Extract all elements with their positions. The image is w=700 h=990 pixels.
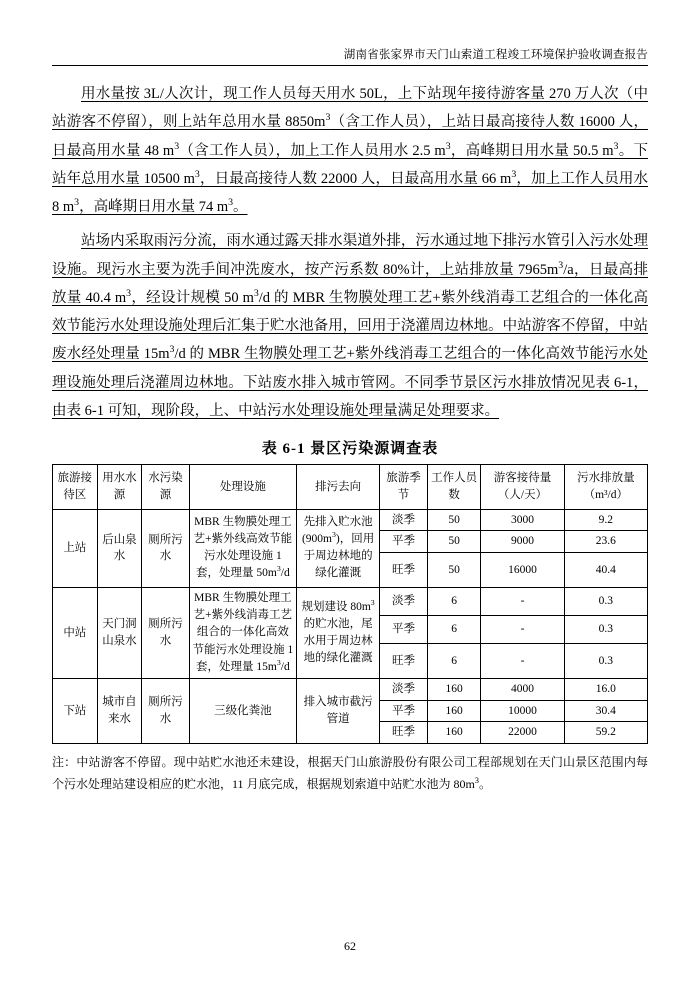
cell-water-source: 城市自来水 (97, 679, 142, 744)
cell-discharge: 先排入贮水池$(900m^3)$，回用于周边林地的绿化灌溉 (296, 509, 379, 587)
cell-wastewater: 0.3 (564, 644, 647, 679)
cell-area: 上站 (53, 509, 98, 587)
cell-visitors: 22000 (481, 722, 564, 744)
paragraph-2: 站场内采取雨污分流，雨水通过露天排水渠道外排，污水通过地下排污水管引入污水处理设施。现污水主要为洗手间冲洗废水，按产污系数 80%计，上站排放量 $7965m^3/a$，日最高排放量 40.4 $m^3$，经设计规模 50 $m^3/d$ 的 MBR 生物膜处理工艺+紫外线消毒工艺组合的一体化高效节能污水处理设施处理后汇集于贮水池备用，回用于浇灌周边林地。中站游客不停留，中站废水经处理量 $15m^3/d$ 的 MBR 生物膜处理工艺+紫外线消毒工艺组合的一体化高效节能污水处理设施处理后浇灌周边林地。下站废水排入城市管网。不同季节景区污水排放情况见表 6-1，由表 6-1 可知，现阶段，上、中站污水处理设施处理量满足处理要求。 (52, 233, 649, 419)
table-row (53, 587, 648, 615)
cell-visitors: 10000 (481, 700, 564, 722)
cell-visitors: 16000 (481, 552, 564, 587)
cell-wastewater: 16.0 (564, 679, 647, 701)
col-header-pollution-source: 水污染源 (142, 465, 190, 509)
cell-pollution-source: 厕所污水 (142, 587, 190, 678)
cell-visitors: - (481, 587, 564, 615)
page-header (52, 46, 648, 65)
cell-wastewater: 59.2 (564, 722, 647, 744)
cell-visitors: 4000 (481, 679, 564, 701)
table-header-row (53, 465, 648, 509)
cell-area: 下站 (53, 679, 98, 744)
cell-staff: 6 (427, 616, 481, 644)
col-header-staff: 工作人员数 (427, 465, 481, 509)
cell-visitors: 3000 (481, 509, 564, 531)
cell-discharge: 规划建设 $80m^3$ 的贮水池，尾水用于周边林地的绿化灌溉 (296, 587, 379, 678)
table-title: 表 6-1 景区污染源调查表 (261, 441, 439, 458)
page-number: 62 (344, 939, 356, 953)
col-header-area: 旅游接待区 (53, 465, 98, 509)
cell-visitors: - (481, 644, 564, 679)
cell-staff: 50 (427, 509, 481, 531)
col-header-season: 旅游季节 (380, 465, 428, 509)
header-divider (52, 65, 648, 66)
cell-wastewater: 0.3 (564, 616, 647, 644)
table-note: 注：中站游客不停留。现中站贮水池还未建设，根据天门山旅游股份有限公司工程部规划在天门山景区范围内每个污水处理站建设相应的贮水池，11 月底完成，根据规划索道中站贮水池为 $80m^3$。 (52, 755, 648, 792)
cell-season: 旺季 (380, 552, 428, 587)
cell-season: 平季 (380, 616, 428, 644)
col-header-wastewater: 污水排放量（m³/d） (564, 465, 647, 509)
cell-staff: 160 (427, 700, 481, 722)
cell-water-source: 天门洞山泉水 (97, 587, 142, 678)
cell-staff: 6 (427, 644, 481, 679)
cell-facility: MBR 生物膜处理工艺+紫外线消毒工艺组合的一体化高效节能污水处理设施 1 套，处理量 $15m^3/d$ (189, 587, 296, 678)
col-header-facility: 处理设施 (189, 465, 296, 509)
paragraph-1: 用水量按 3L/人次计，现工作人员每天用水 50L，上下站现年接待游客量 270 万人次（中站游客不停留），则上站年总用水量 $8850m^3$（含工作人员），上站日最高接待人数 16000 人，日最高用水量 48 $m^3$（含工作人员），加上工作人员用水 2.5 $m^3$，高峰期日用水量 50.5 $m^3$。下站年总用水量 10500 $m^3$，日最高接待人数 22000 人，日最高用水量 66 $m^3$，加上工作人员用水 8 $m^3$，高峰期日用水量 74 $m^3$。 (52, 86, 649, 216)
cell-staff: 50 (427, 552, 481, 587)
cell-wastewater: 30.4 (564, 700, 647, 722)
cell-staff: 160 (427, 722, 481, 744)
cell-staff: 6 (427, 587, 481, 615)
table-row (53, 679, 648, 701)
header-title: 湖南省张家界市天门山索道工程竣工环境保护验收调查报告 (343, 49, 648, 61)
cell-season: 旺季 (380, 722, 428, 744)
col-header-visitors: 游客接待量（人/天） (481, 465, 564, 509)
cell-discharge: 排入城市截污管道 (296, 679, 379, 744)
cell-wastewater: 0.3 (564, 587, 647, 615)
col-header-water-source: 用水水源 (97, 465, 142, 509)
pollution-source-table (52, 464, 648, 744)
cell-visitors: 9000 (481, 531, 564, 553)
cell-season: 旺季 (380, 644, 428, 679)
cell-wastewater: 9.2 (564, 509, 647, 531)
cell-visitors: - (481, 616, 564, 644)
cell-water-source: 后山泉水 (97, 509, 142, 587)
cell-pollution-source: 厕所污水 (142, 509, 190, 587)
cell-season: 平季 (380, 531, 428, 553)
cell-wastewater: 40.4 (564, 552, 647, 587)
cell-season: 淡季 (380, 587, 428, 615)
cell-area: 中站 (53, 587, 98, 678)
col-header-discharge: 排污去向 (296, 465, 379, 509)
cell-staff: 160 (427, 679, 481, 701)
cell-season: 淡季 (380, 679, 428, 701)
cell-season: 淡季 (380, 509, 428, 531)
cell-facility: 三级化粪池 (189, 679, 296, 744)
cell-season: 平季 (380, 700, 428, 722)
table-row (53, 509, 648, 531)
cell-pollution-source: 厕所污水 (142, 679, 190, 744)
cell-staff: 50 (427, 531, 481, 553)
cell-facility: MBR 生物膜处理工艺+紫外线高效节能污水处理设施 1 套，处理量 $50m^3/d$ (189, 509, 296, 587)
cell-wastewater: 23.6 (564, 531, 647, 553)
